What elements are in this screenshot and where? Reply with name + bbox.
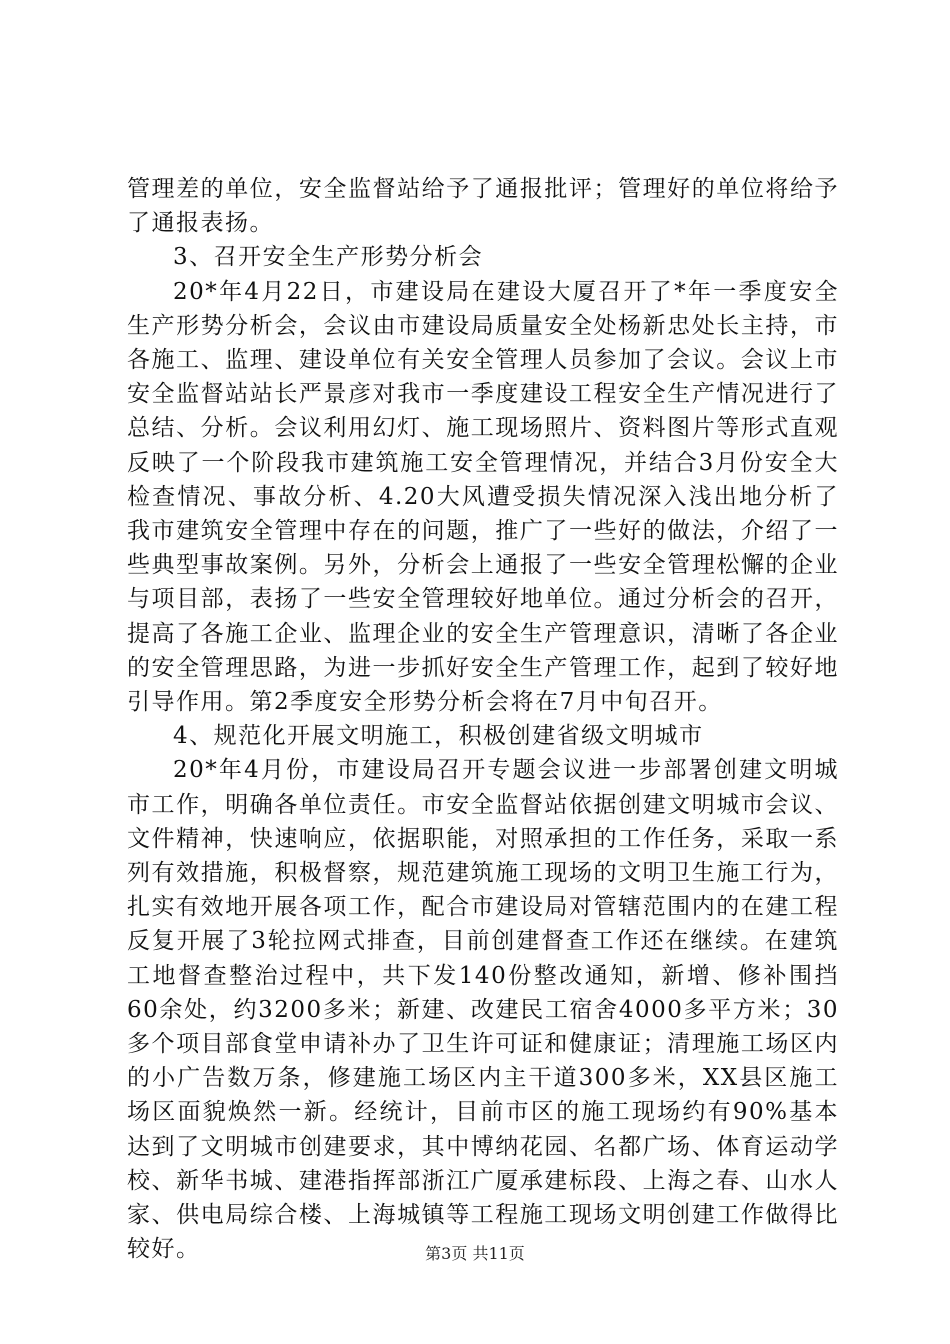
paragraph-continuation: 管理差的单位，安全监督站给予了通报批评；管理好的单位将给予了通报表扬。 [127,176,839,237]
page-footer: 第3页 共11页 [425,1244,525,1263]
section-heading-3: 3、召开安全生产形势分析会 [173,244,484,271]
paragraph-analysis-meeting: 20*年4月22日，市建设局在建设大厦召开了*年一季度安全生产形势分析会，会议由市建设局质量安全处杨新忠处长主持，市各施工、监理、建设单位有关安全管理人员参加了会议。会议上市安全监督站站长严景彦对我市一季度建设工程安全生产情况进行了总结、分析。会议利用幻灯、施工现场照片、资料图片等形式直观反映了一个阶段我市建筑施工安全管理情况，并结合3月份安全大检查情况、事故分析、4.20大风遭受损失情况深入浅出地分析了我市建筑安全管理中存在的问题，推广了一些好的做法，介绍了一些典型事故案例。另外，分析会上通报了一些安全管理松懈的企业与项目部，表扬了一些安全管理较好地单位。通过分析会的召开，提高了各施工企业、监理企业的安全生产管理意识，清晰了各企业的安全管理思路，为进一步抓好安全生产管理工作，起到了较好地引导作用。第2季度安全形势分析会将在7月中旬召开。 [127,278,839,716]
document-body [127,172,839,1267]
section-heading-4: 4、规范化开展文明施工，积极创建省级文明城市 [173,723,704,750]
paragraph-civilized-construction: 20*年4月份，市建设局召开专题会议进一步部署创建文明城市工作，明确各单位责任。市安全监督站依据创建文明城市会议、文件精神，快速响应，依据职能，对照承担的工作任务，采取一系列有效措施，积极督察，规范建筑施工现场的文明卫生施工行为，扎实有效地开展各项工作，配合市建设局对管辖范围内的在建工程反复开展了3轮拉网式排查，目前创建督查工作还在继续。在建筑工地督查整治过程中，共下发140份整改通知，新增、修补围挡60余处，约3200多米；新建、改建民工宿舍4000多平方米；30多个项目部食堂申请补办了卫生许可证和健康证；清理施工场区内的小广告数万条，修建施工场区内主干道300多米，XX县区施工场区面貌焕然一新。经统计，目前市区的施工现场约有90%基本达到了文明城市创建要求，其中博纳花园、名都广场、体育运动学校、新华书城、建港指挥部浙江广厦承建标段、上海之春、山水人家、供电局综合楼、上海城镇等工程施工现场文明创建工作做得比较好。 [127,757,839,1263]
